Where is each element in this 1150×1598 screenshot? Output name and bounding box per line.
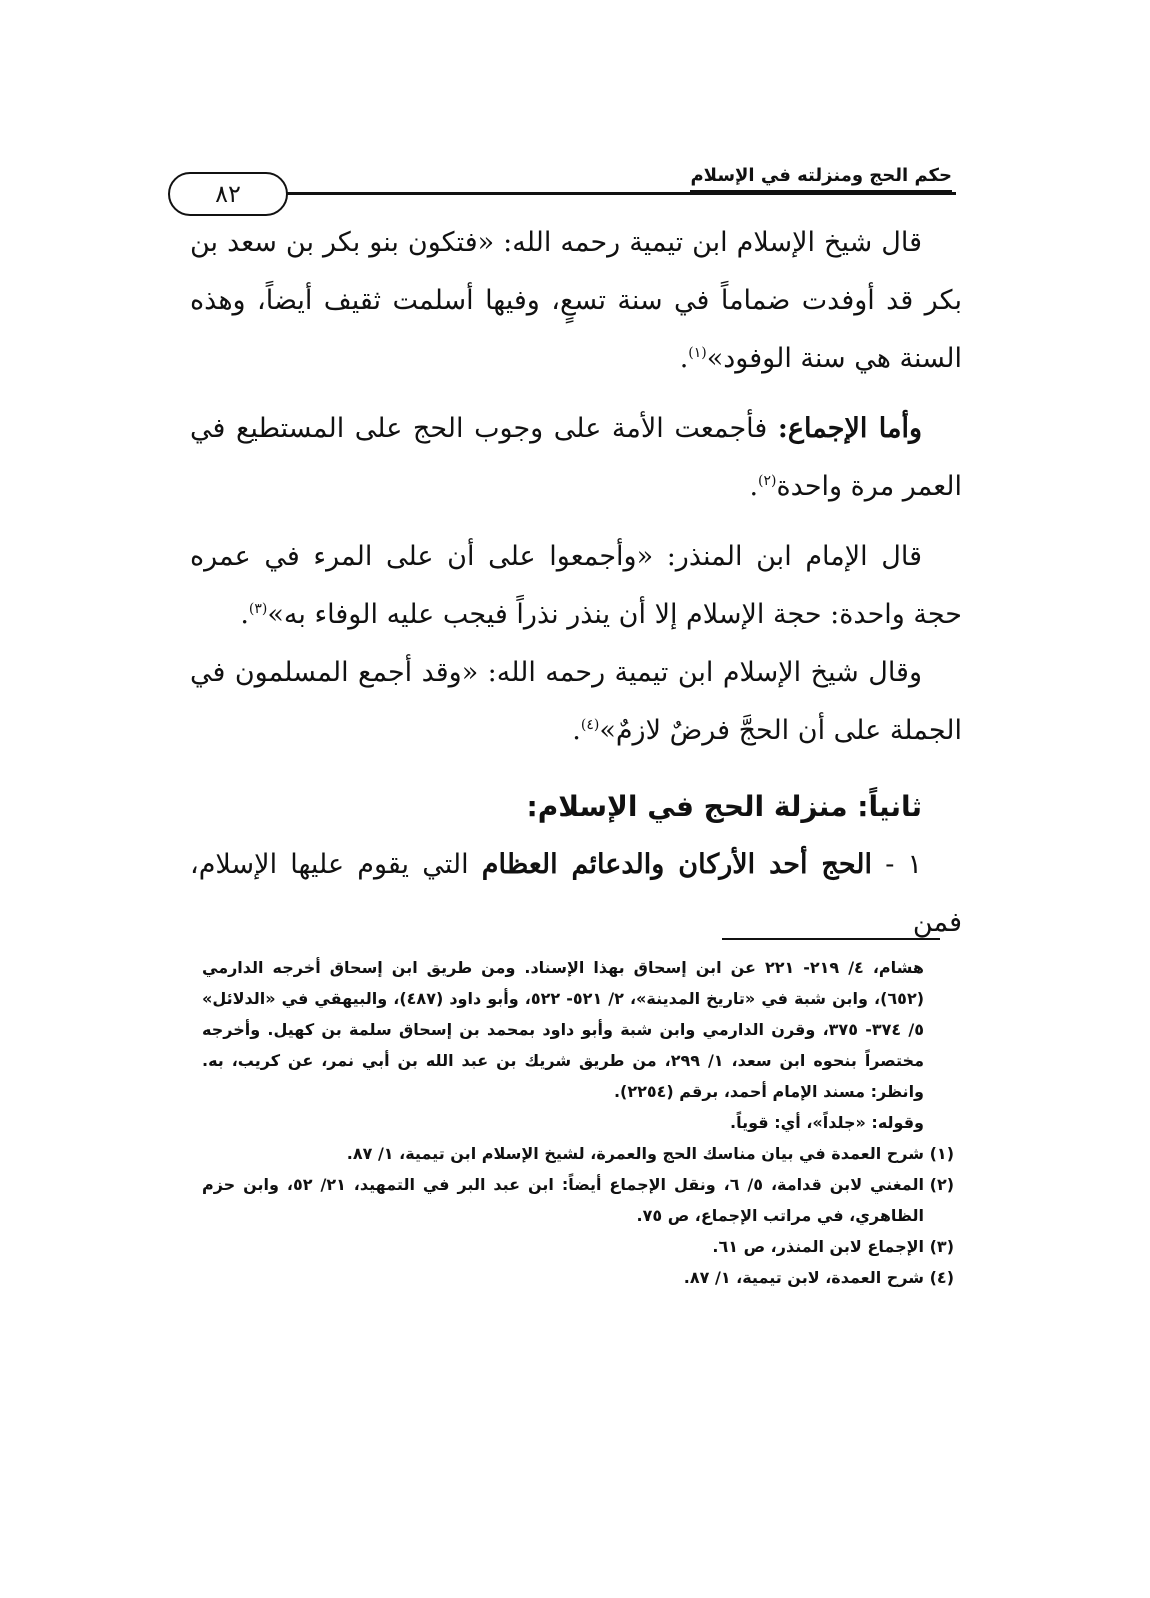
paragraph-text: وقال شيخ الإسلام ابن تيمية رحمه الله: «وقد أجمع المسلمون في الجملة على أن الحجَّ فرضٌ لازمٌ» [190, 657, 962, 746]
footnote-2 [202, 1169, 954, 1231]
paragraph-end: . [240, 599, 249, 630]
footnotes [202, 952, 954, 1293]
paragraph-end: . [572, 715, 581, 746]
paragraph-2 [190, 400, 962, 516]
paragraph-1 [190, 214, 962, 388]
footnote-continuation: هشام، ٤/ ٢١٩- ٢٢١ عن ابن إسحاق بهذا الإسناد. ومن طريق ابن إسحاق أخرجه الدارمي (٦٥٢)، وابن شبة في «تاريخ المدينة»، ٢/ ٥٢١- ٥٢٢، وأبو داود (٤٨٧)، والبيهقي في «الدلائل» ٥/ ٣٧٤- ٣٧٥، وقرن الدارمي وابن شبة وأبو داود بمحمد بن إسحاق سلمة بن كهيل. وأخرجه مختصراً بنحوه ابن سعد، ١/ ٢٩٩، من طريق شريك بن عبد الله بن أبي نمر، عن كريب، به. وانظر: مسند الإمام أحمد، برقم (٢٢٥٤). [202, 958, 925, 1101]
paragraph-bold-lead: الحج أحد الأركان والدعائم العظام [481, 849, 873, 880]
paragraph-4 [190, 644, 962, 760]
footnote-text: شرح العمدة في بيان مناسك الحج والعمرة، لشيخ الإسلام ابن تيمية، ١/ ٨٧. [346, 1144, 924, 1163]
paragraph-bold-lead: وأما الإجماع: [777, 413, 923, 444]
footnote-number: (٢) [929, 1175, 955, 1194]
paragraph-5 [190, 836, 962, 952]
list-number: ١ - [885, 849, 922, 880]
section-heading: ثانياً: منزلة الحج في الإسلام: [526, 790, 922, 823]
footnote-separator [722, 938, 940, 940]
footnote-number: (٤) [929, 1268, 954, 1287]
footnote-text: شرح العمدة، لابن تيمية، ١/ ٨٧. [683, 1268, 924, 1287]
footnote-3 [202, 1231, 954, 1262]
running-title: حكم الحج ومنزلته في الإسلام [690, 164, 952, 192]
footnote-ref-4[interactable]: (٤) [580, 717, 600, 733]
running-header [168, 160, 956, 212]
paragraph-3 [190, 528, 962, 644]
footnote-number: (١) [929, 1144, 954, 1163]
footnote-1 [202, 1138, 954, 1169]
footnote-ref-1[interactable]: (١) [688, 345, 707, 361]
paragraph-text: فأجمعت الأمة على وجوب الحج على المستطيع في العمر مرة واحدة [190, 413, 962, 502]
page-number-badge: ٨٢ [168, 172, 288, 216]
paragraph-text: التي يقوم عليها الإسلام، فمن [190, 849, 962, 938]
main-text [190, 214, 962, 952]
footnote-text: المغني لابن قدامة، ٥/ ٦، ونقل الإجماع أيضاً: ابن عبد البر في التمهيد، ٢١/ ٥٢، وابن حزم الظاهري، في مراتب الإجماع، ص ٧٥. [202, 1175, 925, 1225]
footnote-4 [202, 1262, 954, 1293]
footnote-ref-3[interactable]: (٣) [248, 601, 268, 617]
footnote-ref-2[interactable]: (٢) [758, 473, 777, 489]
paragraph-end: . [679, 343, 689, 374]
footnote-number: (٣) [929, 1237, 954, 1256]
header-rule [268, 192, 956, 195]
paragraph-text: قال الإمام ابن المنذر: «وأجمعوا على أن على المرء في عمره حجة واحدة: حجة الإسلام إلا أن ينذر نذراً فيجب عليه الوفاء به» [190, 541, 962, 630]
paragraph-end: . [749, 471, 759, 502]
footnote-continuation-2: وقوله: «جلداً»، أي: قوياً. [730, 1113, 924, 1132]
paragraph-text: قال شيخ الإسلام ابن تيمية رحمه الله: «فتكون بنو بكر بن سعد بن بكر قد أوفدت ضماماً في سنة تسعٍ، وفيها أسلمت ثقيف أيضاً، وهذه السنة هي سنة الوفود» [190, 227, 962, 374]
footnote-text: الإجماع لابن المنذر، ص ٦١. [712, 1237, 924, 1256]
